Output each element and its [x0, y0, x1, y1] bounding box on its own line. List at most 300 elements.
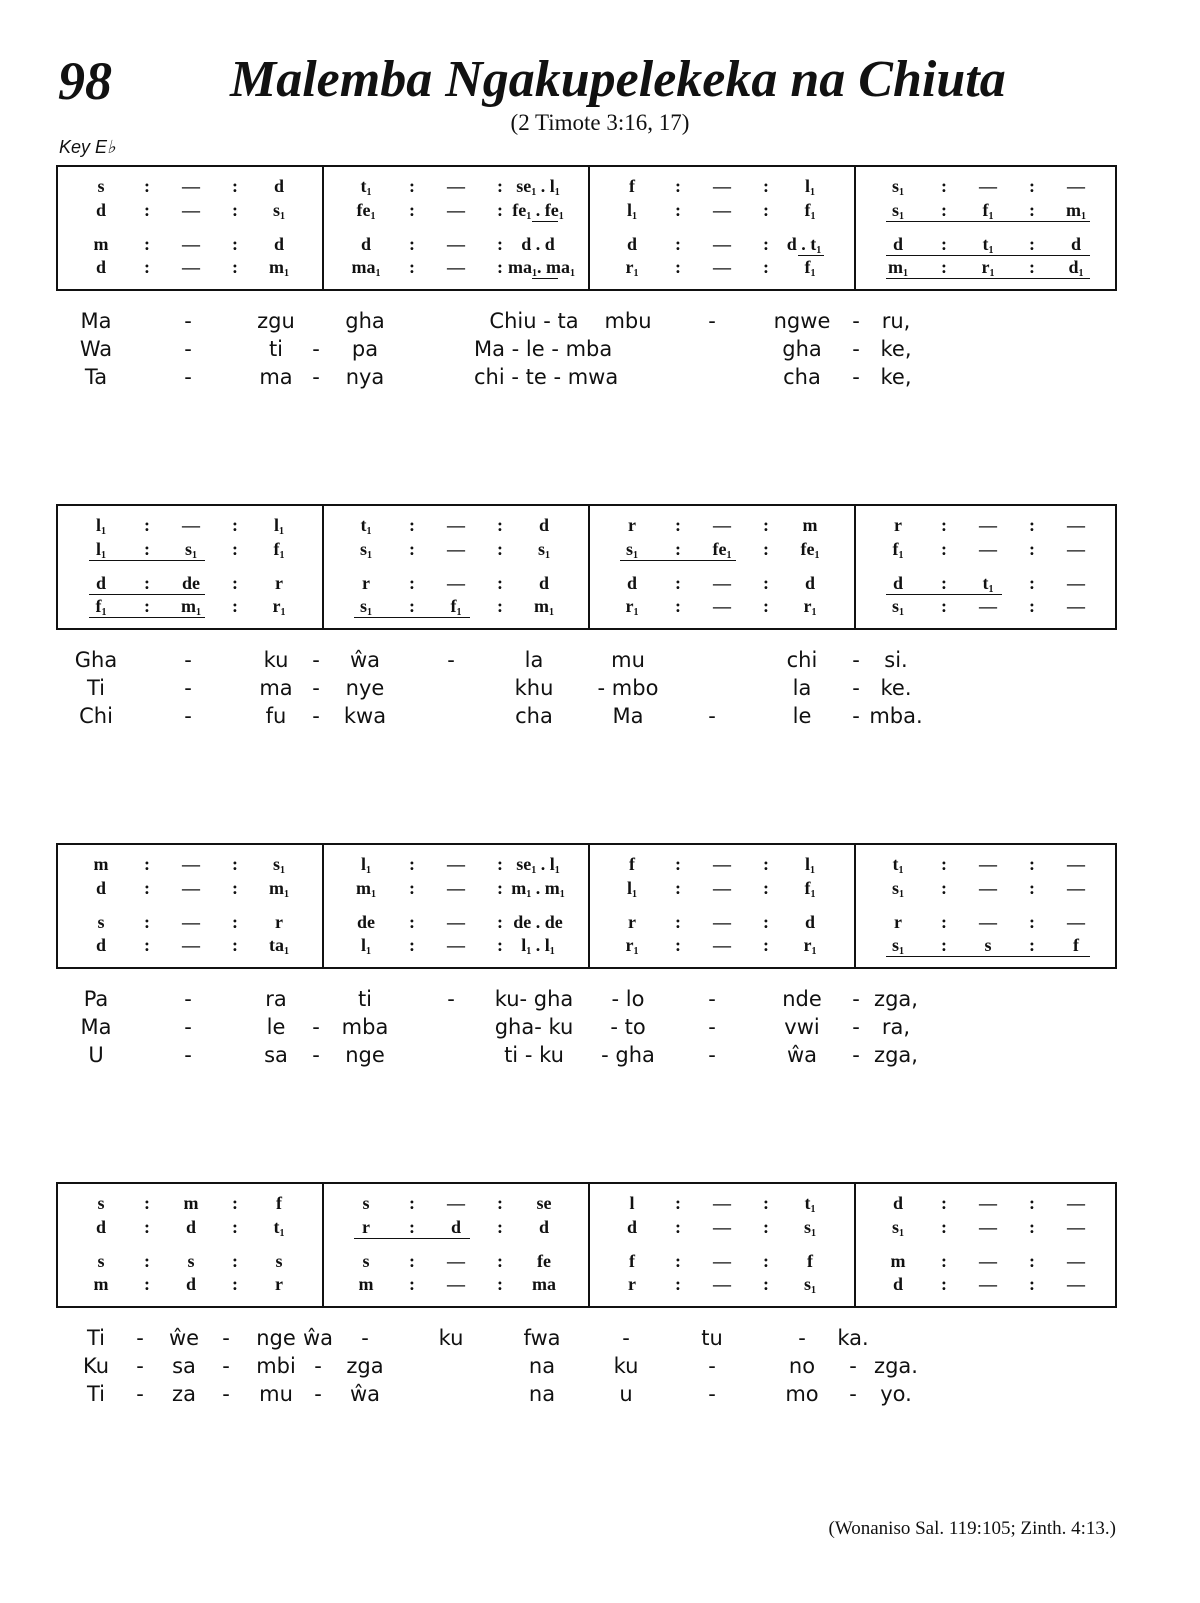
solfa-cell: $f_1$: [804, 257, 816, 279]
lyric-syllable: gha: [782, 337, 822, 361]
solfa-cell: s: [187, 1251, 195, 1271]
solfa-cell: $s_1$: [891, 1217, 904, 1239]
solfa-cell: $s_1$: [891, 596, 904, 618]
solfa-cell: —: [713, 573, 731, 593]
lyric-syllable: ke.: [880, 676, 912, 700]
solfa-cell: :: [144, 1251, 150, 1271]
lyric-syllable: Pa: [83, 987, 109, 1011]
solfa-cell: —: [182, 176, 200, 196]
lyric-hyphen: -: [184, 1015, 192, 1039]
solfa-cell: :: [409, 1217, 415, 1237]
solfa-cell: :: [941, 1274, 947, 1294]
barline: [588, 1184, 590, 1306]
lyric-hyphen: -: [222, 1382, 230, 1406]
solfa-cell: —: [1067, 1193, 1085, 1213]
solfa-cell: $s_1$: [537, 539, 550, 561]
solfa-cell: :: [497, 176, 503, 196]
slur-underline: [886, 594, 1002, 595]
solfa-cell: :: [232, 1251, 238, 1271]
lyric-hyphen: -: [852, 309, 860, 333]
solfa-cell: $s_1$: [272, 854, 285, 876]
slur-underline: [886, 255, 1090, 256]
solfa-cell: s: [362, 1251, 370, 1271]
solfa-cell: :: [232, 234, 238, 254]
lyric-syllable: ra,: [881, 1015, 911, 1039]
slur-underline: [532, 221, 558, 222]
solfa-cell: :: [144, 878, 150, 898]
solfa-cell: :: [144, 573, 150, 593]
solfa-cell: :: [763, 573, 769, 593]
solfa-cell: :: [675, 515, 681, 535]
solfa-cell: d: [95, 1217, 106, 1237]
solfa-cell: l: [629, 1193, 635, 1213]
lyric-syllable: khu: [514, 676, 554, 700]
solfa-cell: —: [713, 515, 731, 535]
solfa-cell: :: [144, 1274, 150, 1294]
solfa-cell: :: [1029, 878, 1035, 898]
solfa-cell: —: [713, 854, 731, 874]
solfa-cell: $r_1$: [625, 257, 639, 279]
lyric-hyphen: -: [222, 1326, 230, 1350]
solfa-cell: d: [626, 573, 637, 593]
lyric-syllable: zga,: [874, 1043, 918, 1067]
solfa-cell: d: [95, 878, 106, 898]
solfa-cell: m: [93, 854, 109, 874]
slur-underline: [798, 255, 824, 256]
slur-underline: [886, 956, 1090, 957]
solfa-cell: f: [276, 1193, 282, 1213]
lyric-hyphen: -: [852, 648, 860, 672]
solfa-cell: :: [941, 1251, 947, 1271]
lyric-syllable: nde: [782, 987, 822, 1011]
barline: [854, 506, 856, 628]
lyric-syllable: ŵe: [168, 1326, 200, 1350]
solfa-cell: :: [497, 257, 503, 277]
solfa-cell: :: [409, 1251, 415, 1271]
solfa-cell: :: [941, 854, 947, 874]
solfa-cell: —: [447, 1274, 465, 1294]
lyric-hyphen: -: [312, 676, 320, 700]
solfa-cell: —: [979, 878, 997, 898]
lyric-syllable: Chi: [79, 704, 113, 728]
solfa-cell: $m_1$: [888, 257, 908, 279]
solfa-cell: $l_1$: [804, 176, 815, 198]
lyric-hyphen: -: [312, 1015, 320, 1039]
barline: [588, 167, 590, 289]
solfa-cell: —: [1067, 573, 1085, 593]
solfa-cell: $l_1$: [273, 515, 284, 537]
lyric-syllable: ti - ku: [504, 1043, 564, 1067]
solfa-cell: :: [763, 539, 769, 559]
slur-underline: [354, 1238, 470, 1239]
solfa-cell: $t_1$: [804, 1193, 816, 1215]
lyric-syllable: gha: [345, 309, 385, 333]
barline: [854, 167, 856, 289]
solfa-cell: :: [144, 515, 150, 535]
lyric-syllable: ngwe: [773, 309, 831, 333]
lyric-syllable: tu: [701, 1326, 723, 1350]
lyric-syllable: no: [788, 1354, 816, 1378]
solfa-cell: r: [275, 1274, 283, 1294]
solfa-cell: :: [763, 515, 769, 535]
solfa-cell: :: [497, 1217, 503, 1237]
solfa-cell: d . d: [521, 234, 555, 254]
lyric-hyphen: -: [361, 1326, 369, 1350]
solfa-cell: —: [979, 596, 997, 616]
lyric-hyphen: -: [184, 309, 192, 333]
lyric-syllable: ku: [438, 1326, 464, 1350]
solfa-cell: :: [1029, 176, 1035, 196]
solfa-cell: :: [941, 200, 947, 220]
solfa-cell: :: [409, 176, 415, 196]
solfa-cell: d: [538, 515, 549, 535]
lyric-syllable: ku: [613, 1354, 639, 1378]
solfa-cell: $l_1$: [626, 200, 637, 222]
solfa-cell: —: [1067, 1251, 1085, 1271]
lyric-syllable: Ma: [612, 704, 644, 728]
solfa-cell: —: [182, 935, 200, 955]
lyric-syllable: ku- gha: [494, 987, 574, 1011]
slur-underline: [89, 617, 205, 618]
solfa-cell: —: [1067, 1217, 1085, 1237]
solfa-cell: :: [1029, 854, 1035, 874]
lyric-syllable: gha- ku: [494, 1015, 574, 1039]
lyric-syllable: Gha: [74, 648, 118, 672]
solfa-cell: de . de: [513, 912, 563, 932]
lyric-hyphen: -: [447, 648, 455, 672]
solfa-cell: :: [144, 257, 150, 277]
slur-underline: [886, 278, 1090, 279]
solfa-cell: $s_1$: [891, 935, 904, 957]
hymn-title: Malemba Ngakupelekeka na Chiuta: [230, 51, 1006, 108]
solfa-cell: :: [232, 257, 238, 277]
solfa-cell: d: [892, 234, 903, 254]
solfa-cell: d: [273, 176, 284, 196]
solfa-cell: f: [629, 1251, 635, 1271]
lyric-hyphen: -: [184, 648, 192, 672]
lyric-syllable: zga.: [874, 1354, 918, 1378]
barline: [322, 1184, 324, 1306]
solfa-cell: :: [675, 539, 681, 559]
lyric-hyphen: -: [447, 987, 455, 1011]
solfa-cell: $m_1$: [269, 257, 289, 279]
lyric-syllable: Ku: [82, 1354, 110, 1378]
solfa-cell: :: [497, 854, 503, 874]
solfa-cell: :: [497, 935, 503, 955]
solfa-cell: —: [447, 539, 465, 559]
barline: [322, 506, 324, 628]
solfa-cell: —: [1067, 1274, 1085, 1294]
solfa-cell: —: [713, 257, 731, 277]
solfa-cell: m: [802, 515, 818, 535]
solfa-cell: :: [232, 596, 238, 616]
lyric-hyphen: -: [314, 1354, 322, 1378]
lyric-syllable: fu: [265, 704, 287, 728]
solfa-cell: —: [1067, 176, 1085, 196]
solfa-cell: fe: [537, 1251, 551, 1271]
solfa-cell: :: [941, 912, 947, 932]
solfa-cell: d: [185, 1217, 196, 1237]
solfa-cell: —: [1067, 854, 1085, 874]
lyric-hyphen: -: [852, 987, 860, 1011]
lyric-hyphen: -: [849, 1382, 857, 1406]
lyric-syllable: chi - te - mwa: [474, 365, 619, 389]
solfa-cell: $fe_1$: [800, 539, 820, 561]
barline: [322, 845, 324, 967]
barline: [588, 845, 590, 967]
notation-system: [56, 504, 1117, 630]
solfa-cell: s: [275, 1251, 283, 1271]
lyric-syllable: mu: [259, 1382, 293, 1406]
solfa-cell: :: [941, 1217, 947, 1237]
solfa-cell: :: [1029, 1217, 1035, 1237]
solfa-cell: $m_1$: [269, 878, 289, 900]
solfa-cell: :: [941, 257, 947, 277]
solfa-cell: —: [447, 200, 465, 220]
solfa-cell: $f_1$: [273, 539, 285, 561]
lyric-syllable: sa: [264, 1043, 288, 1067]
solfa-cell: :: [675, 1193, 681, 1213]
solfa-cell: :: [763, 1251, 769, 1271]
solfa-cell: :: [1029, 515, 1035, 535]
solfa-cell: —: [979, 176, 997, 196]
solfa-cell: —: [447, 912, 465, 932]
solfa-cell: $l_1$: [360, 935, 371, 957]
solfa-cell: :: [497, 1274, 503, 1294]
solfa-cell: :: [497, 912, 503, 932]
lyric-syllable: sa: [172, 1354, 196, 1378]
solfa-cell: :: [409, 234, 415, 254]
lyric-hyphen: -: [708, 1354, 716, 1378]
solfa-cell: d: [538, 1217, 549, 1237]
lyric-hyphen: -: [708, 1015, 716, 1039]
solfa-cell: r: [628, 912, 636, 932]
solfa-cell: —: [447, 935, 465, 955]
solfa-cell: se: [536, 1193, 552, 1213]
lyric-syllable: mba: [341, 1015, 389, 1039]
lyric-hyphen: -: [136, 1326, 144, 1350]
lyric-syllable: nge: [256, 1326, 296, 1350]
solfa-cell: :: [232, 200, 238, 220]
solfa-cell: :: [497, 234, 503, 254]
solfa-cell: —: [182, 854, 200, 874]
solfa-cell: :: [763, 1274, 769, 1294]
solfa-cell: $l_1$: [95, 515, 106, 537]
solfa-cell: de: [182, 573, 200, 593]
lyric-syllable: pa: [351, 337, 379, 361]
lyric-hyphen: -: [184, 676, 192, 700]
solfa-cell: $se_1$ . $l_1$: [516, 854, 560, 876]
solfa-cell: —: [713, 1217, 731, 1237]
solfa-cell: $t_1$: [982, 234, 994, 256]
solfa-cell: s: [984, 935, 992, 955]
slur-underline: [354, 617, 470, 618]
solfa-cell: —: [182, 234, 200, 254]
lyric-syllable: Ti: [86, 676, 106, 700]
lyric-hyphen: -: [708, 1382, 716, 1406]
lyric-hyphen: -: [708, 309, 716, 333]
solfa-cell: m: [890, 1251, 906, 1271]
key-signature: Key E♭: [59, 137, 116, 157]
solfa-cell: $ma_1$. $ma_1$: [508, 257, 575, 279]
lyric-hyphen: -: [184, 337, 192, 361]
solfa-cell: :: [409, 200, 415, 220]
lyric-syllable: ka.: [837, 1326, 869, 1350]
solfa-cell: d: [892, 573, 903, 593]
solfa-cell: :: [763, 854, 769, 874]
lyric-hyphen: -: [798, 1326, 806, 1350]
solfa-cell: :: [763, 878, 769, 898]
solfa-cell: r: [362, 573, 370, 593]
solfa-cell: d: [95, 935, 106, 955]
solfa-cell: —: [979, 1251, 997, 1271]
solfa-cell: :: [763, 596, 769, 616]
solfa-cell: $ma_1$: [351, 257, 381, 279]
lyric-syllable: Ta: [84, 365, 108, 389]
solfa-cell: $l_1$: [95, 539, 106, 561]
solfa-cell: $m_1$ . $m_1$: [511, 878, 565, 900]
solfa-cell: —: [713, 1274, 731, 1294]
solfa-cell: $r_1$: [272, 596, 286, 618]
solfa-cell: —: [182, 257, 200, 277]
solfa-cell: $s_1$: [803, 1274, 816, 1296]
lyric-syllable: vwi: [784, 1015, 820, 1039]
lyric-syllable: ma: [259, 676, 293, 700]
solfa-cell: $t_1$: [982, 573, 994, 595]
barline: [588, 506, 590, 628]
lyric-syllable: - gha: [601, 1043, 655, 1067]
lyric-hyphen: -: [852, 337, 860, 361]
solfa-cell: $r_1$: [981, 257, 995, 279]
solfa-cell: :: [675, 854, 681, 874]
solfa-cell: :: [144, 200, 150, 220]
solfa-cell: :: [675, 596, 681, 616]
lyric-syllable: mbi: [256, 1354, 296, 1378]
solfa-cell: $d_1$: [1068, 257, 1084, 279]
solfa-cell: —: [447, 257, 465, 277]
solfa-cell: —: [447, 234, 465, 254]
solfa-cell: $m_1$: [534, 596, 554, 618]
solfa-cell: $l_1$: [626, 878, 637, 900]
solfa-cell: $r_1$: [625, 935, 639, 957]
solfa-cell: d: [95, 573, 106, 593]
solfa-cell: :: [675, 200, 681, 220]
solfa-cell: m: [93, 1274, 109, 1294]
lyric-syllable: Wa: [79, 337, 113, 361]
lyric-syllable: nye: [345, 676, 385, 700]
lyric-hyphen: -: [184, 704, 192, 728]
solfa-cell: :: [144, 176, 150, 196]
solfa-cell: :: [232, 854, 238, 874]
solfa-cell: —: [713, 176, 731, 196]
solfa-cell: f: [629, 854, 635, 874]
solfa-cell: s: [97, 1193, 105, 1213]
lyric-syllable: ra: [265, 987, 287, 1011]
solfa-cell: :: [763, 176, 769, 196]
solfa-cell: :: [232, 1193, 238, 1213]
solfa-cell: —: [979, 1217, 997, 1237]
lyric-hyphen: -: [852, 704, 860, 728]
solfa-cell: :: [497, 1251, 503, 1271]
solfa-cell: $s_1$: [891, 878, 904, 900]
solfa-cell: :: [144, 1193, 150, 1213]
lyric-syllable: Ma: [80, 1015, 112, 1039]
lyric-hyphen: -: [184, 987, 192, 1011]
solfa-cell: :: [232, 935, 238, 955]
solfa-cell: f: [807, 1251, 813, 1271]
solfa-cell: :: [941, 515, 947, 535]
solfa-cell: —: [182, 200, 200, 220]
lyric-syllable: ke,: [880, 337, 912, 361]
solfa-cell: —: [1067, 878, 1085, 898]
solfa-cell: $m_1$: [1066, 200, 1086, 222]
solfa-cell: $l_1$: [804, 854, 815, 876]
lyric-syllable: na: [528, 1354, 556, 1378]
solfa-cell: s: [362, 1193, 370, 1213]
solfa-cell: :: [941, 1193, 947, 1213]
solfa-cell: d: [95, 200, 106, 220]
solfa-cell: —: [979, 539, 997, 559]
solfa-cell: $f_1$: [95, 596, 107, 618]
solfa-cell: :: [1029, 573, 1035, 593]
lyric-syllable: za: [172, 1382, 196, 1406]
footnote: (Wonaniso Sal. 119:105; Zinth. 4:13.): [828, 1518, 1116, 1539]
notation-system: [56, 1182, 1117, 1308]
solfa-cell: —: [713, 234, 731, 254]
lyric-syllable: mba.: [869, 704, 923, 728]
solfa-cell: m: [183, 1193, 199, 1213]
solfa-cell: $r_1$: [803, 935, 817, 957]
lyric-hyphen: -: [852, 1015, 860, 1039]
solfa-cell: —: [1067, 539, 1085, 559]
lyric-hyphen: -: [312, 1043, 320, 1067]
barline: [854, 845, 856, 967]
lyric-syllable: Ti: [86, 1326, 106, 1350]
solfa-cell: —: [1067, 596, 1085, 616]
lyric-hyphen: -: [222, 1354, 230, 1378]
solfa-cell: —: [447, 1251, 465, 1271]
solfa-cell: :: [763, 257, 769, 277]
solfa-cell: $r_1$: [625, 596, 639, 618]
solfa-cell: :: [675, 573, 681, 593]
lyric-syllable: Ma: [80, 309, 112, 333]
solfa-cell: :: [941, 234, 947, 254]
solfa-cell: —: [447, 854, 465, 874]
lyric-syllable: ŵa: [349, 648, 381, 672]
solfa-cell: :: [497, 200, 503, 220]
solfa-cell: d: [626, 234, 637, 254]
solfa-cell: :: [763, 912, 769, 932]
solfa-cell: :: [1029, 596, 1035, 616]
solfa-cell: :: [409, 257, 415, 277]
solfa-cell: —: [713, 935, 731, 955]
solfa-cell: d . $t_1$: [786, 234, 822, 256]
lyric-syllable: ŵa: [786, 1043, 818, 1067]
solfa-cell: —: [182, 878, 200, 898]
solfa-cell: $t_1$: [273, 1217, 285, 1239]
solfa-cell: —: [182, 912, 200, 932]
lyric-syllable: mu: [611, 648, 645, 672]
solfa-cell: d: [538, 573, 549, 593]
solfa-cell: $s_1$: [359, 539, 372, 561]
solfa-cell: :: [144, 854, 150, 874]
lyric-syllable: ma: [259, 365, 293, 389]
lyric-hyphen: -: [136, 1382, 144, 1406]
solfa-cell: :: [497, 573, 503, 593]
solfa-cell: :: [144, 234, 150, 254]
solfa-cell: —: [713, 878, 731, 898]
lyric-syllable: ke,: [880, 365, 912, 389]
